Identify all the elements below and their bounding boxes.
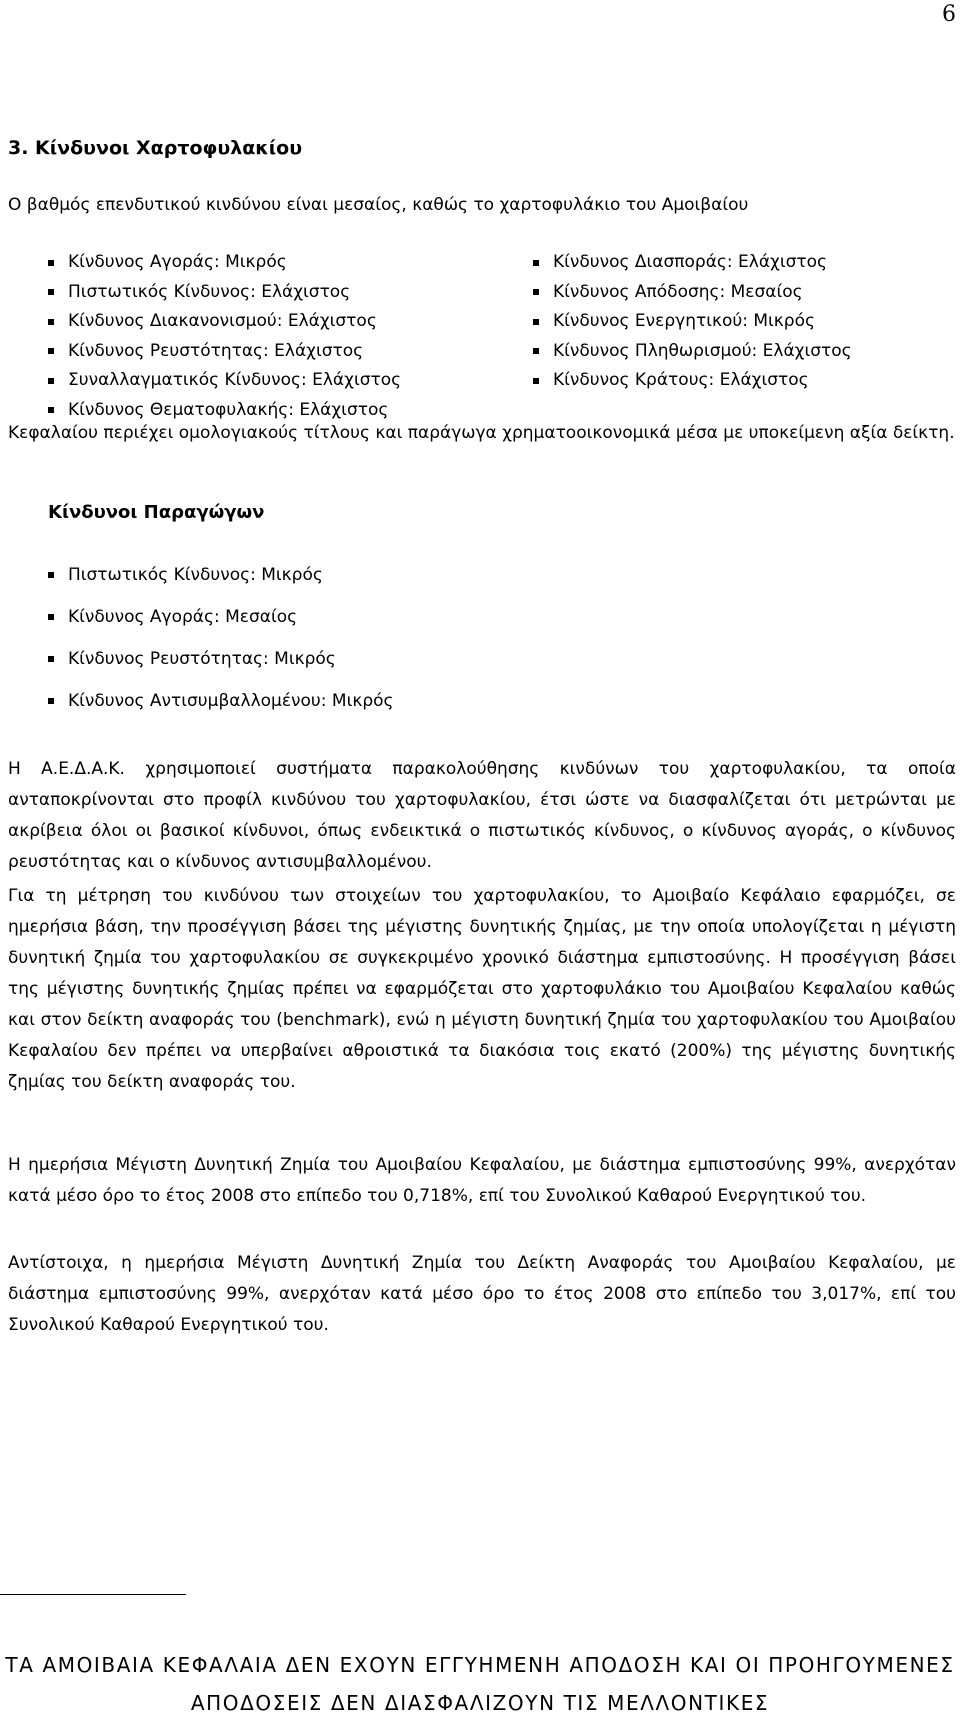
list-item bbox=[533, 278, 852, 308]
list-item bbox=[48, 366, 401, 396]
derivative-risk-list bbox=[48, 554, 394, 722]
square-bullet-icon bbox=[533, 289, 539, 295]
list-item bbox=[48, 680, 394, 722]
derivatives-title: Κίνδυνοι Παραγώγων bbox=[48, 502, 265, 523]
paragraph-var-method: Για τη μέτρηση του κινδύνου των στοιχείων του χαρτοφυλακίου, το Αμοιβαίο Κεφάλαιο εφαρμόζει, σε ημερήσια βάση, την προσέγγιση βάσει της μέγιστης δυνητικής ζημίας, με την οποία υπολογίζεται η μέγιστη δυνητική ζημία του χαρτοφυλακίου σε συγκεκριμένο χρονικό διάστημα εμπιστοσύνης. Η προσέγγιση βάσει της μέγιστης δυνητικής ζημίας πρέπει να εφαρμόζεται στο χαρτοφυλάκιο του Αμοιβαίου Κεφαλαίου καθώς και στον δείκτη αναφοράς του (benchmark), ενώ η μέγιστη δυνητική ζημία του χαρτοφυλακίου του Αμοιβαίου Κεφαλαίου δεν πρέπει να υπερβαίνει αθροιστικά τα διακόσια τοις εκατό (200%) της μέγιστης δυνητικής ζημίας του δείκτη αναφοράς του. bbox=[8, 886, 956, 1092]
risk-label: Πιστωτικός Κίνδυνος: Μικρός bbox=[68, 565, 323, 585]
list-item bbox=[533, 366, 852, 396]
risk-label: Πιστωτικός Κίνδυνος: Ελάχιστος bbox=[68, 281, 351, 302]
left-risk-list bbox=[48, 248, 401, 425]
list-item bbox=[48, 307, 401, 337]
list-item bbox=[533, 248, 852, 278]
list-item bbox=[48, 278, 401, 308]
footer-disclaimer: ΤΑ ΑΜΟΙΒΑΙΑ ΚΕΦΑΛΑΙΑ ΔΕΝ ΕΧΟΥΝ ΕΓΓΥΗΜΕΝΗ ΑΠΟΔΟΣΗ ΚΑΙ ΟΙ ΠΡΟΗΓΟΥΜΕΝΕΣ ΑΠΟΔΟΣΕΙΣ ΔΕΝ ΔΙΑΣΦΑΛΙΖΟΥΝ ΤΙΣ ΜΕΛΛΟΝΤΙΚΕΣ bbox=[5, 1653, 955, 1715]
risk-label: Κίνδυνος Απόδοσης: Μεσαίος bbox=[553, 281, 803, 302]
paragraph-fund-var: Η ημερήσια Μέγιστη Δυνητική Ζημία του Αμοιβαίου Κεφαλαίου, με διάστημα εμπιστοσύνης 99%, ανερχόταν κατά μέσο όρο το έτος 2008 στο επίπεδο του 0,718%, επί του Συνολικού Καθαρού Ενεργητικού του. bbox=[8, 1155, 956, 1206]
intro-line: Ο βαθμός επενδυτικού κινδύνου είναι μεσαίος, καθώς το χαρτοφυλάκιο του Αμοιβαίου bbox=[8, 195, 749, 215]
paragraph-benchmark-var: Αντίστοιχα, η ημερήσια Μέγιστη Δυνητική Ζημία του Δείκτη Αναφοράς του Αμοιβαίου Κεφαλαίου, με διάστημα εμπιστοσύνης 99%, ανερχόταν κατά μέσο όρο το έτος 2008 στο επίπεδο του 3,017%, επί του Συνολικού Καθαρού Ενεργητικού του. bbox=[8, 1253, 956, 1335]
risk-label: Κίνδυνος Πληθωρισμού: Ελάχιστος bbox=[553, 340, 852, 361]
risk-label: Συναλλαγματικός Κίνδυνος: Ελάχιστος bbox=[68, 370, 402, 390]
right-risk-list bbox=[533, 248, 852, 396]
square-bullet-icon bbox=[48, 319, 54, 325]
footer-divider bbox=[0, 1594, 186, 1595]
square-bullet-icon bbox=[48, 407, 54, 413]
square-bullet-icon bbox=[48, 698, 54, 704]
square-bullet-icon bbox=[533, 348, 539, 354]
page-number: 6 bbox=[942, 2, 956, 27]
intro-continuation: Κεφαλαίου περιέχει ομολογιακούς τίτλους και παράγωγα χρηματοοικονομικά μέσα με υποκείμενη αξία δείκτη. bbox=[8, 423, 955, 443]
risk-label: Κίνδυνος Ρευστότητας: Μικρός bbox=[68, 649, 336, 669]
square-bullet-icon bbox=[48, 348, 54, 354]
list-item bbox=[48, 638, 394, 680]
list-item bbox=[533, 307, 852, 337]
risk-label: Κίνδυνος Αντισυμβαλλομένου: Μικρός bbox=[68, 691, 394, 711]
list-item bbox=[48, 596, 394, 638]
list-item bbox=[48, 248, 401, 278]
paragraph-risk-monitoring: Η Α.Ε.Δ.Α.Κ. χρησιμοποιεί συστήματα παρακολούθησης κινδύνων του χαρτοφυλακίου, τα οποία ανταποκρίνονται στο προφίλ κινδύνου του χαρτοφυλακίου, έτσι ώστε να διασφαλίζεται ότι μετρώνται με ακρίβεια όλοι οι βασικοί κίνδυνοι, όπως ενδεικτικά ο πιστωτικός κίνδυνος, ο κίνδυνος αγοράς, ο κίνδυνος ρευστότητας και ο κίνδυνος αντισυμβαλλομένου. bbox=[8, 759, 956, 872]
square-bullet-icon bbox=[533, 378, 539, 384]
risk-label: Κίνδυνος Διακανονισμού: Ελάχιστος bbox=[68, 311, 377, 331]
square-bullet-icon bbox=[48, 260, 54, 266]
square-bullet-icon bbox=[48, 378, 54, 384]
section-title: 3. Κίνδυνοι Χαρτοφυλακίου bbox=[8, 137, 303, 159]
square-bullet-icon bbox=[48, 614, 54, 620]
risk-label: Κίνδυνος Αγοράς: Μικρός bbox=[68, 252, 287, 272]
list-item bbox=[48, 554, 394, 596]
list-item bbox=[48, 337, 401, 367]
square-bullet-icon bbox=[48, 572, 54, 578]
risk-label: Κίνδυνος Ρευστότητας: Ελάχιστος bbox=[68, 340, 364, 361]
square-bullet-icon bbox=[48, 656, 54, 662]
risk-label: Κίνδυνος Αγοράς: Μεσαίος bbox=[68, 607, 298, 627]
risk-label: Κίνδυνος Θεματοφυλακής: Ελάχιστος bbox=[68, 399, 389, 420]
square-bullet-icon bbox=[533, 260, 539, 266]
square-bullet-icon bbox=[48, 289, 54, 295]
square-bullet-icon bbox=[533, 319, 539, 325]
risk-label: Κίνδυνος Διασποράς: Ελάχιστος bbox=[553, 252, 827, 272]
risk-label: Κίνδυνος Κράτους: Ελάχιστος bbox=[553, 370, 809, 390]
risk-label: Κίνδυνος Ενεργητικού: Μικρός bbox=[553, 311, 815, 331]
list-item bbox=[533, 337, 852, 367]
